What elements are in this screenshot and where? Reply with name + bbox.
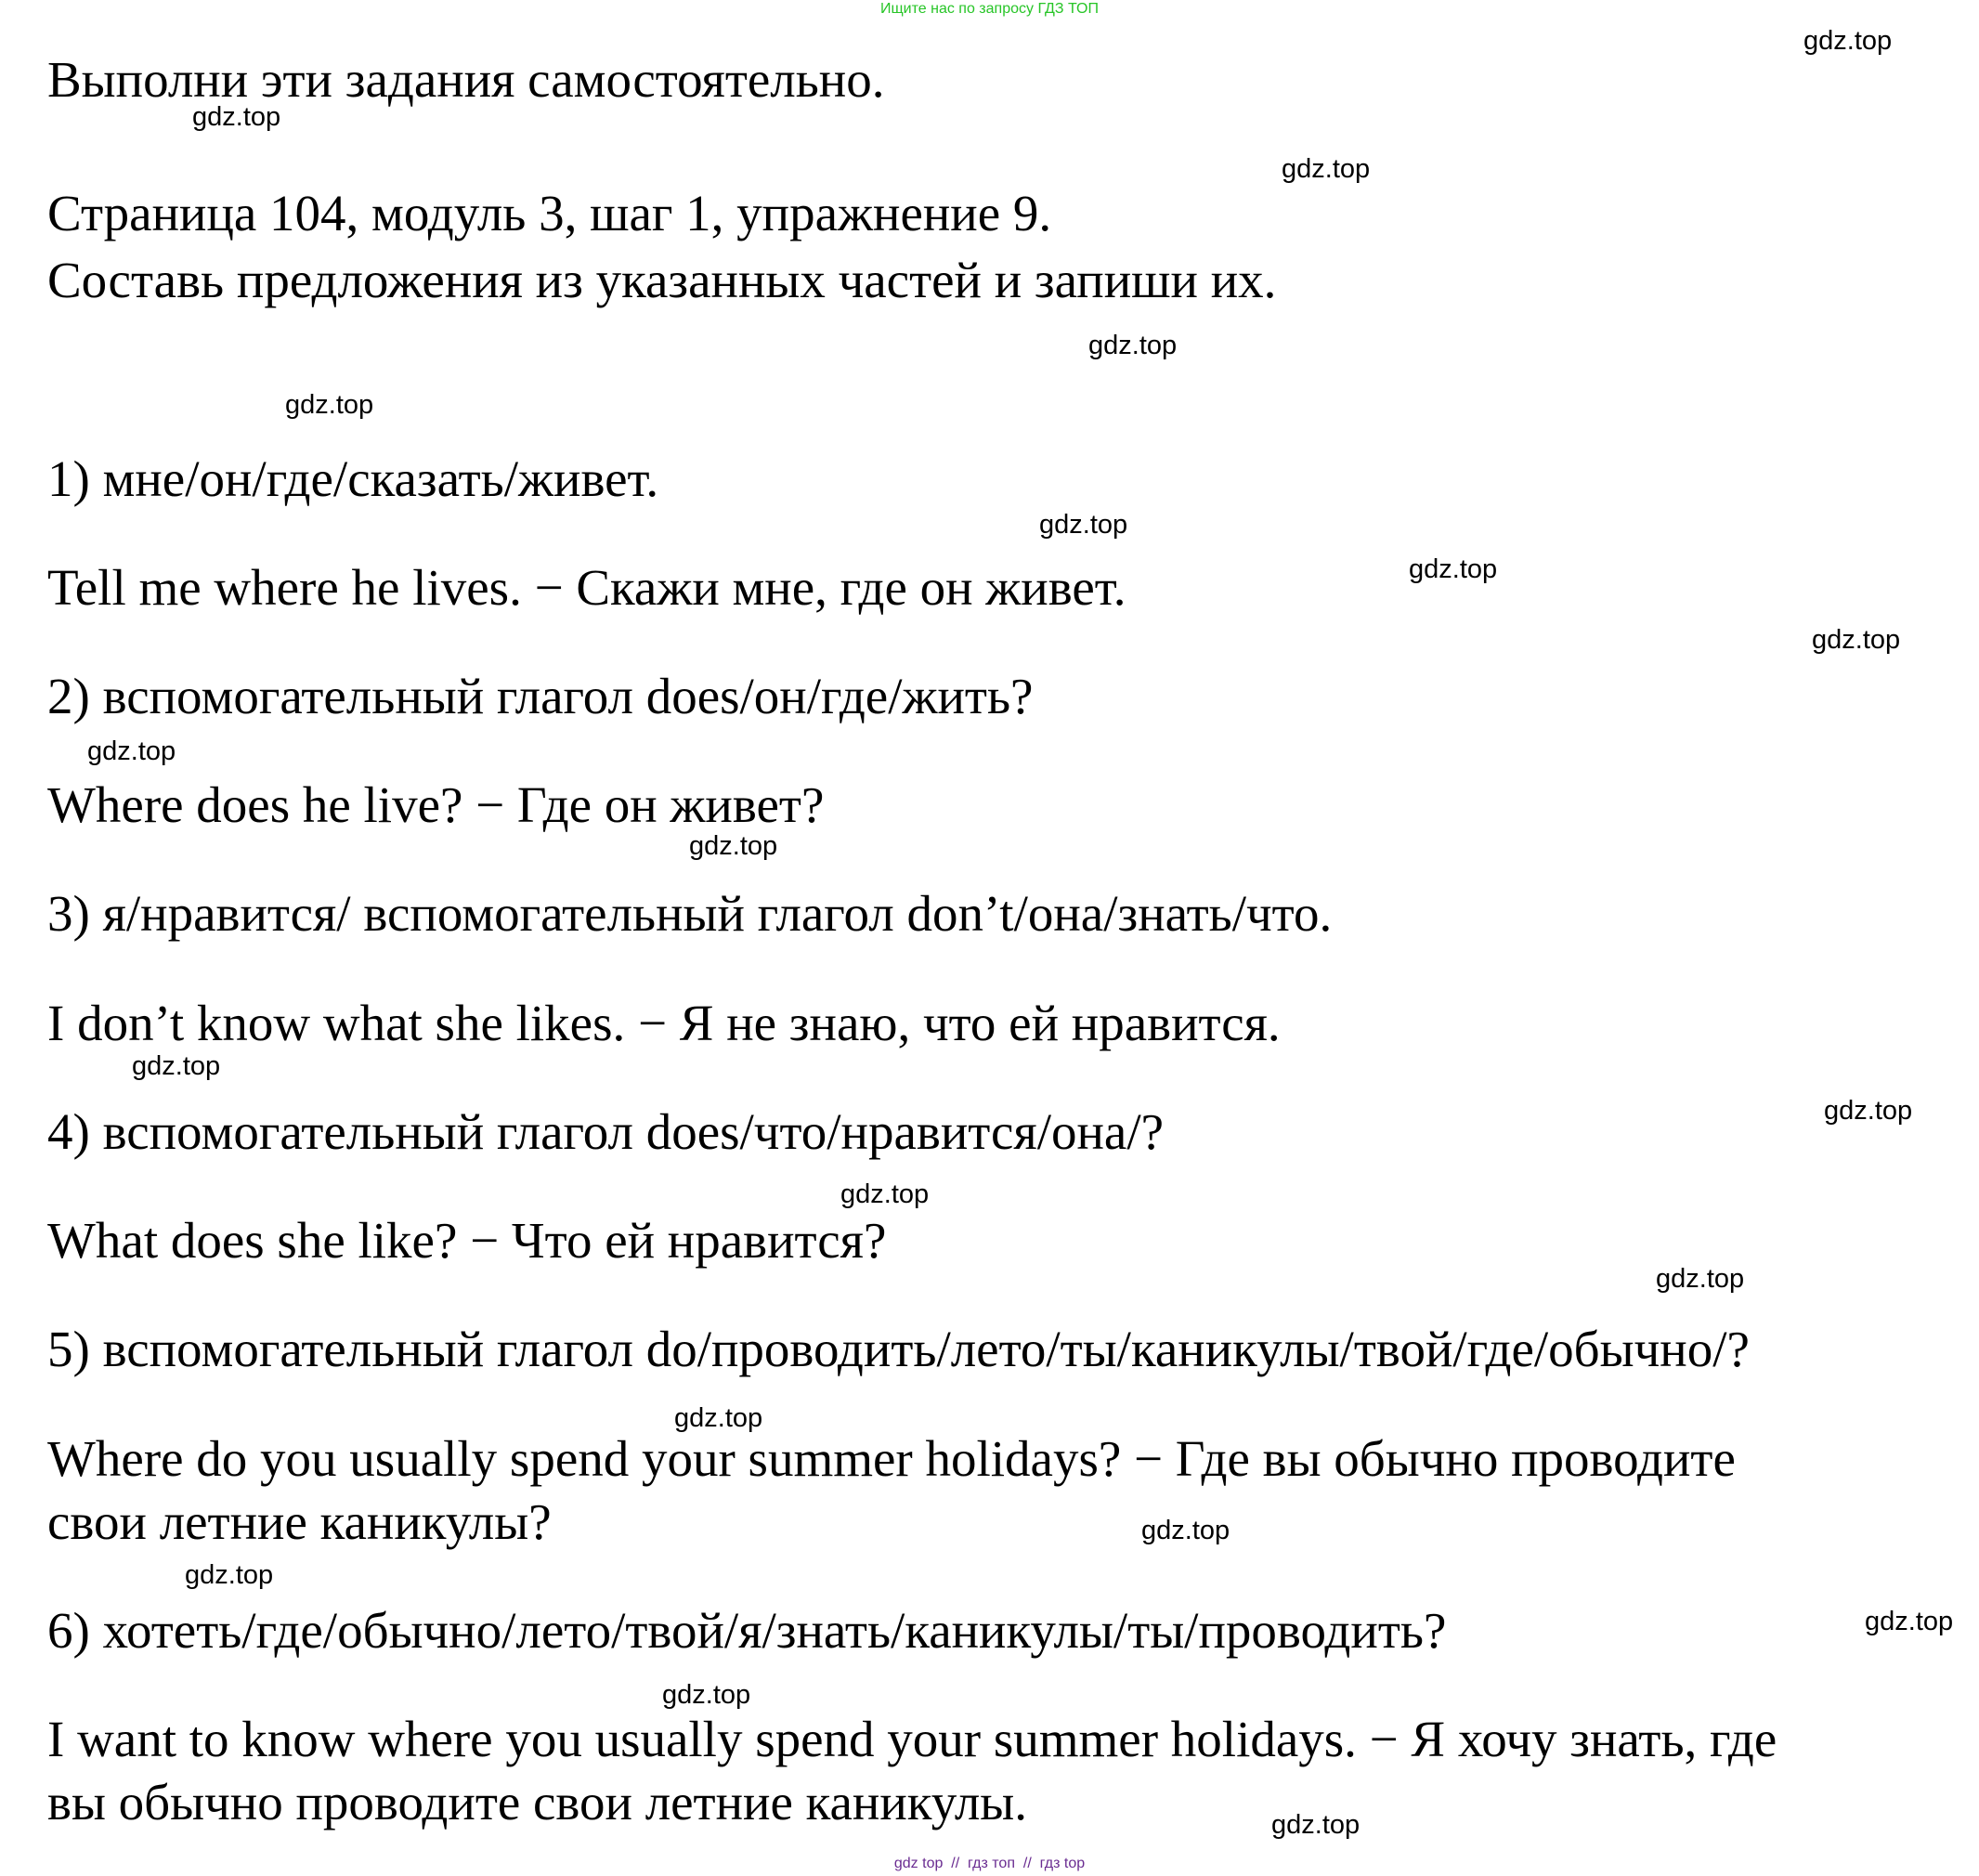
item-6-answer-line-1: I want to know where you usually spend your summer holidays. − Я хочу знать, где	[47, 1711, 1777, 1767]
watermark: gdz.top	[1039, 510, 1128, 540]
item-5-answer-line-1: Where do you usually spend your summer holidays? − Где вы обычно проводите	[47, 1430, 1736, 1487]
watermark: gdz.top	[185, 1560, 274, 1590]
watermark: gdz.top	[1824, 1096, 1913, 1126]
watermark: gdz.top	[192, 102, 281, 132]
watermark: gdz.top	[1656, 1264, 1745, 1294]
watermark: gdz.top	[840, 1179, 930, 1209]
item-1-prompt: 1) мне/он/где/сказать/живет.	[47, 450, 659, 507]
item-5-answer-line-2: свои летние каникулы?	[47, 1493, 552, 1550]
watermark: gdz.top	[285, 390, 374, 420]
item-2-answer: Where does he live? − Где он живет?	[47, 776, 825, 833]
item-1-answer: Tell me where he lives. − Скажи мне, где он живет.	[47, 559, 1126, 616]
watermark: gdz.top	[1282, 154, 1371, 184]
item-4-answer: What does she like? − Что ей нравится?	[47, 1212, 887, 1269]
watermark: gdz.top	[1803, 26, 1893, 56]
watermark: gdz.top	[1865, 1607, 1954, 1636]
watermark: gdz.top	[132, 1051, 221, 1081]
watermark: gdz.top	[689, 831, 778, 861]
item-4-prompt: 4) вспомогательный глагол does/что/нравится/она/?	[47, 1103, 1165, 1160]
task-header: Страница 104, модуль 3, шаг 1, упражнение 9.	[47, 185, 1052, 241]
item-3-prompt: 3) я/нравится/ вспомогательный глагол don’t/она/знать/что.	[47, 885, 1333, 942]
footer-links: gdz top // гдз топ // гдз top	[893, 1856, 1086, 1871]
watermark: gdz.top	[1812, 625, 1901, 655]
item-2-prompt: 2) вспомогательный глагол does/он/где/жить?	[47, 668, 1034, 724]
item-6-answer-line-2: вы обычно проводите свои летние каникулы.	[47, 1774, 1027, 1830]
watermark: gdz.top	[674, 1403, 763, 1433]
item-3-answer: I don’t know what she likes. − Я не знаю, что ей нравится.	[47, 995, 1281, 1051]
watermark: gdz.top	[1088, 331, 1178, 360]
watermark: gdz.top	[1271, 1810, 1361, 1840]
watermark: gdz.top	[87, 736, 176, 766]
search-banner: Ищите нас по запросу ГДЗ ТОП	[880, 1, 1099, 17]
watermark: gdz.top	[662, 1680, 751, 1710]
watermark: gdz.top	[1141, 1516, 1230, 1545]
item-5-prompt: 5) вспомогательный глагол do/проводить/лето/ты/каникулы/твой/где/обычно/?	[47, 1321, 1750, 1377]
watermark: gdz.top	[1409, 554, 1498, 584]
item-6-prompt: 6) хотеть/где/обычно/лето/твой/я/знать/каникулы/ты/проводить?	[47, 1602, 1447, 1659]
task-instruction: Составь предложения из указанных частей и запиши их.	[47, 252, 1277, 308]
intro-text: Выполни эти задания самостоятельно.	[47, 51, 885, 108]
